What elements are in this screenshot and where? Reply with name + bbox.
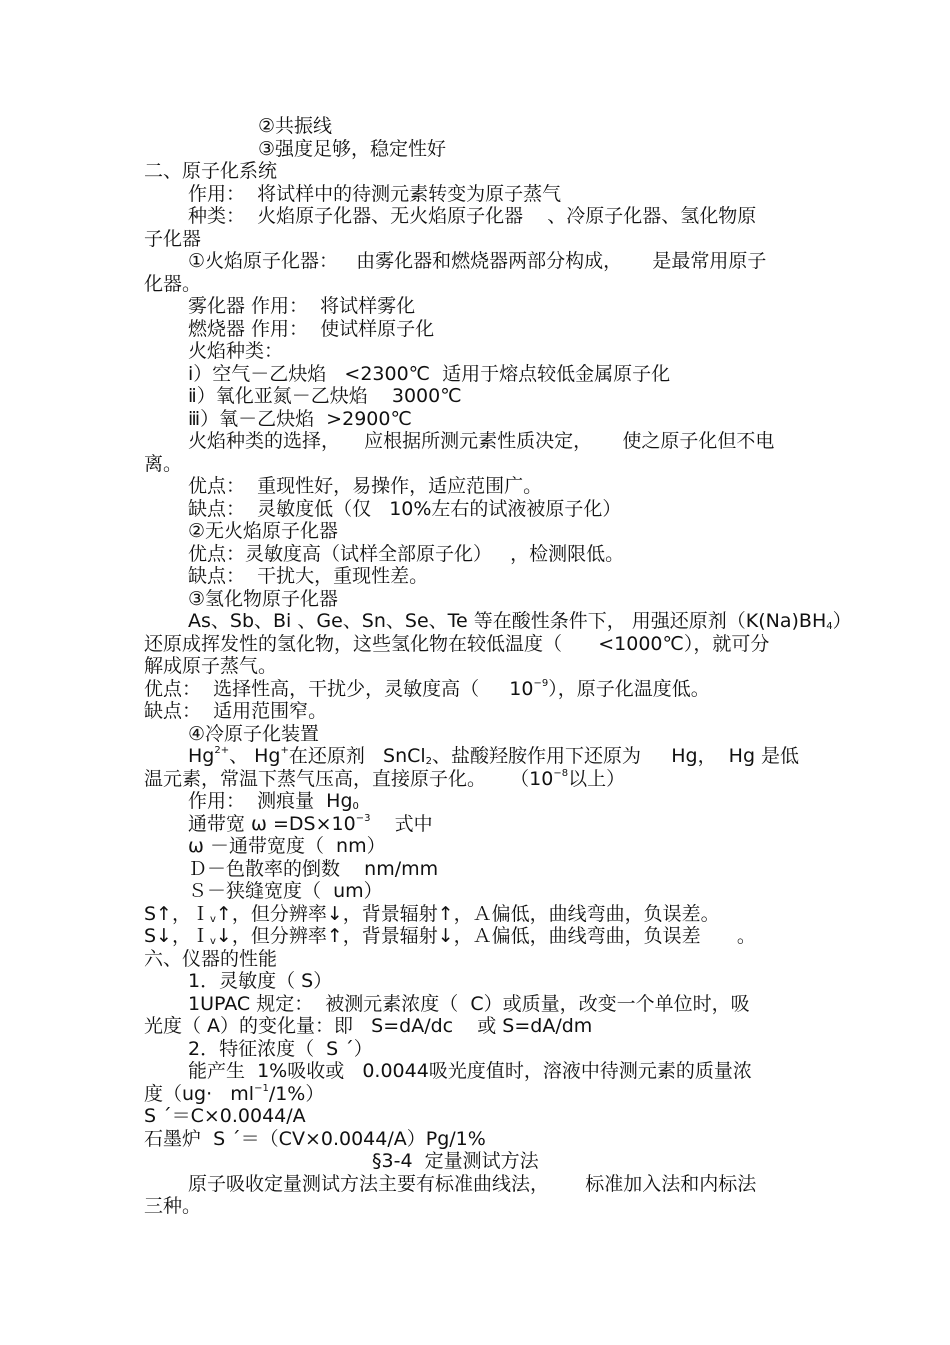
text-line: 火焰种类： — [188, 340, 284, 362]
section-heading: 六、仪器的性能 — [144, 948, 278, 970]
text-line: ⅱ）氧化亚氮－乙炔焰 3000℃ — [188, 385, 462, 407]
text-line: 还原成挥发性的氢化物，这些氢化物在较低温度（ <1000℃），就可分 — [144, 633, 770, 655]
text-line: 2．特征浓度（ S ´） — [188, 1038, 373, 1060]
text-line: S↓，Ｉ$_v$↓，但分辨率↑，背景辐射↓，Ａ偏低，曲线弯曲，负误差 。 — [144, 925, 756, 947]
text-line: 雾化器 作用： 将试样雾化 — [188, 295, 416, 317]
text-line: 燃烧器 作用： 使试样原子化 — [188, 318, 435, 340]
text-line: 通带宽 $\omega =DS\times 10^{-3}$ 式中 — [188, 813, 433, 835]
text-line: 优点：灵敏度高（试样全部原子化） ，检测限低。 — [188, 543, 625, 565]
text-line: ②无火焰原子化器 — [188, 520, 339, 542]
text-line: 缺点： 灵敏度低（仅 10%左右的试液被原子化） — [188, 498, 622, 520]
text-line: ω －通带宽度（ nm） — [188, 835, 386, 857]
text-line: 石墨炉 S ´＝（CV×0.0044/A）Pg/1% — [144, 1128, 486, 1150]
text-line: Ｓ－狭缝宽度（ um） — [188, 880, 383, 902]
text-line: 原子吸收定量测试方法主要有标准曲线法， 标准加入法和内标法 — [188, 1173, 757, 1195]
text-line: 度$(ug\cdot ml^{-1}/1\%)$ — [144, 1083, 325, 1105]
text-line: As、Sb、Bi 、Ge、Sn、Se、Te 等在酸性条件下， 用强还原剂$(K(Na)BH_4)$ — [188, 610, 852, 632]
text-line: 优点： 重现性好，易操作，适应范围广。 — [188, 475, 543, 497]
text-line: 1．灵敏度（ S） — [188, 970, 333, 992]
text-line: 优点： 选择性高，干扰少，灵敏度高（ $10^{-9}$），原子化温度低。 — [144, 678, 710, 700]
text-line: $Hg^{2+}$、 Hg+在还原剂 SnCl$_2$、盐酸羟胺作用下还原为 Hg， Hg 是低 — [188, 745, 800, 767]
text-line: 离。 — [144, 453, 183, 475]
text-line: ⅲ）氧－乙炔焰 >2900℃ — [188, 408, 412, 430]
text-line: S↑，Ｉ$_v$↑，但分辨率↓，背景辐射↑，Ａ偏低，曲线弯曲，负误差。 — [144, 903, 720, 925]
text-line: ①火焰原子化器： 由雾化器和燃烧器两部分构成， 是最常用原子 — [188, 250, 767, 272]
text-line: 温元素，常温下蒸气压高，直接原子化。 （$10^{-8}$以上） — [144, 768, 626, 790]
text-line: 缺点： 干扰大，重现性差。 — [188, 565, 429, 587]
text-line: Ｄ－色散率的倒数 nm/mm — [188, 858, 439, 880]
text-line: ③强度足够，稳定性好 — [258, 138, 447, 160]
text-line: 解成原子蒸气。 — [144, 655, 278, 677]
text-line: 作用： 将试样中的待测元素转变为原子蒸气 — [188, 183, 562, 205]
text-line: 1UPAC 规定： 被测元素浓度（ C）或质量，改变一个单位时，吸 — [188, 993, 750, 1015]
text-line: 缺点： 适用范围窄。 — [144, 700, 328, 722]
text-line: 三种。 — [144, 1195, 202, 1217]
text-line: ②共振线 — [258, 115, 333, 137]
text-line: ⅰ）空气－乙炔焰 <2300℃ 适用于熔点较低金属原子化 — [188, 363, 671, 385]
text-line: 火焰种类的选择， 应根据所测元素性质决定， 使之原子化但不电 — [188, 430, 775, 452]
text-line: 作用： 测痕量 $Hg_0$ — [188, 790, 359, 812]
text-line: 子化器 — [144, 228, 202, 250]
section-heading: 二、原子化系统 — [144, 160, 278, 182]
text-line: 能产生 1%吸收或 0.0044吸光度值时，溶液中待测元素的质量浓 — [188, 1060, 752, 1082]
text-line: 化器。 — [144, 273, 202, 295]
text-line: ④冷原子化装置 — [188, 723, 320, 745]
text-line: S ´＝C×0.0044/A — [144, 1105, 306, 1127]
section-heading: §3-4 定量测试方法 — [372, 1150, 539, 1172]
text-line: 光度（ A）的变化量：即 S=dA/dc 或 S=dA/dm — [144, 1015, 593, 1037]
text-line: ③氢化物原子化器 — [188, 588, 339, 610]
text-line: 种类： 火焰原子化器、无火焰原子化器 、冷原子化器、氢化物原 — [188, 205, 757, 227]
